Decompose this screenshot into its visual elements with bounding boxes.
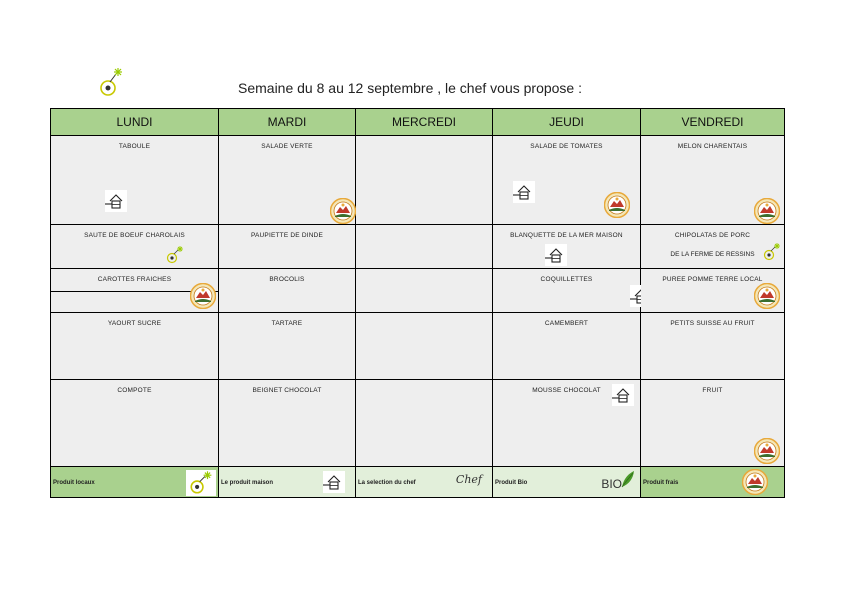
day-header-lundi: LUNDI — [51, 109, 219, 136]
cell-jeudi-accompagnement — [493, 269, 641, 313]
cell-vendredi-plat — [641, 225, 785, 269]
dish-name: CAMEMBERT — [544, 320, 589, 327]
bio-leaf-icon — [620, 469, 636, 489]
day-header-jeudi: JEUDI — [493, 109, 641, 136]
house-icon — [513, 181, 535, 203]
dish-name: CAROTTES FRAICHES — [97, 276, 172, 283]
seal-icon — [604, 192, 630, 218]
dish-name: MOUSSE CHOCOLAT — [532, 387, 601, 394]
legend-chef-label: La selection du chef — [358, 479, 416, 486]
sun-icon — [762, 242, 782, 262]
bio-mark: BIO — [601, 477, 622, 491]
dish-name: BLANQUETTE DE LA MER MAISON — [510, 232, 623, 239]
dish-name: MELON CHARENTAIS — [677, 143, 748, 150]
cell-mercredi-laitage — [356, 313, 493, 380]
seal-icon — [330, 198, 356, 224]
house-icon — [545, 244, 567, 266]
seal-icon — [754, 283, 780, 309]
cell-lundi-plat — [51, 225, 219, 269]
cell-lundi-laitage — [51, 313, 219, 380]
dish-name: PUREE POMME TERRE LOCAL — [662, 276, 763, 283]
cell-mardi-accompagnement — [219, 269, 356, 313]
sun-icon — [165, 245, 185, 265]
dish-name: COMPOTE — [117, 387, 152, 394]
page-title: Semaine du 8 au 12 septembre , le chef vous propose : — [238, 80, 582, 96]
cell-mercredi-entree — [356, 136, 493, 225]
day-header-mardi: MARDI — [219, 109, 356, 136]
cell-mardi-entree — [219, 136, 356, 225]
dish-name: FRUIT — [702, 387, 723, 394]
dish-name: TARTARE — [271, 320, 303, 327]
legend-bio-label: Produit Bio — [495, 479, 528, 486]
cell-mardi-plat — [219, 225, 356, 269]
seal-icon — [754, 438, 780, 464]
local-product-logo-icon — [96, 66, 130, 100]
cell-jeudi-entree — [493, 136, 641, 225]
dish-name: CHIPOLATAS DE PORC — [674, 232, 751, 239]
dish-name: YAOURT SUCRE — [107, 320, 162, 327]
menu-table — [50, 108, 785, 498]
chef-signature-icon: Chef — [455, 473, 482, 486]
dish-name: PAUPIETTE DE DINDE — [250, 232, 324, 239]
dish-name: TABOULE — [118, 143, 151, 150]
cell-lundi-accompagnement — [51, 269, 219, 313]
cell-mercredi-accompagnement — [356, 269, 493, 313]
cell-vendredi-dessert — [641, 380, 785, 467]
dish-origin: DE LA FERME DE RESSINS — [670, 251, 755, 258]
cell-jeudi-dessert — [493, 380, 641, 467]
dish-name — [356, 380, 492, 387]
cell-mardi-laitage — [219, 313, 356, 380]
legend-frais-label: Produit frais — [643, 479, 679, 486]
dish-name: SALADE DE TOMATES — [530, 143, 603, 150]
legend-local-label: Produit locaux — [53, 479, 95, 486]
cell-jeudi-plat — [493, 225, 641, 269]
cell-mercredi-plat — [356, 225, 493, 269]
dish-name: SAUTE DE BOEUF CHAROLAIS — [84, 232, 185, 239]
cell-vendredi-entree — [641, 136, 785, 225]
legend-maison-label: Le produit maison — [221, 479, 274, 486]
legend-bio — [493, 467, 641, 498]
day-header-mercredi: MERCREDI — [356, 109, 493, 136]
dish-name: PETITS SUISSE AU FRUIT — [670, 320, 755, 327]
house-icon — [323, 471, 345, 493]
dish-name — [356, 136, 492, 143]
house-icon — [105, 190, 127, 212]
legend-local — [51, 467, 219, 498]
cell-mardi-dessert — [219, 380, 356, 467]
dish-name: BROCOLIS — [269, 276, 305, 283]
dish-name — [356, 225, 492, 232]
cell-lundi-dessert — [51, 380, 219, 467]
legend-chef — [356, 467, 493, 498]
dish-name — [356, 313, 492, 320]
dish-name — [356, 269, 492, 276]
cell-vendredi-laitage — [641, 313, 785, 380]
sun-icon — [186, 470, 216, 496]
cell-lundi-entree — [51, 136, 219, 225]
legend-frais — [641, 467, 785, 498]
legend-maison — [219, 467, 356, 498]
cell-jeudi-laitage — [493, 313, 641, 380]
day-header-vendredi: VENDREDI — [641, 109, 785, 136]
cell-mercredi-dessert — [356, 380, 493, 467]
cell-vendredi-accompagnement — [641, 269, 785, 313]
dish-name: BEIGNET CHOCOLAT — [252, 387, 322, 394]
house-icon — [612, 384, 634, 406]
seal-icon — [190, 283, 216, 309]
dish-name: SALADE VERTE — [261, 143, 313, 150]
seal-icon — [742, 469, 768, 495]
dish-name: COQUILLETTES — [540, 276, 593, 283]
seal-icon — [754, 198, 780, 224]
